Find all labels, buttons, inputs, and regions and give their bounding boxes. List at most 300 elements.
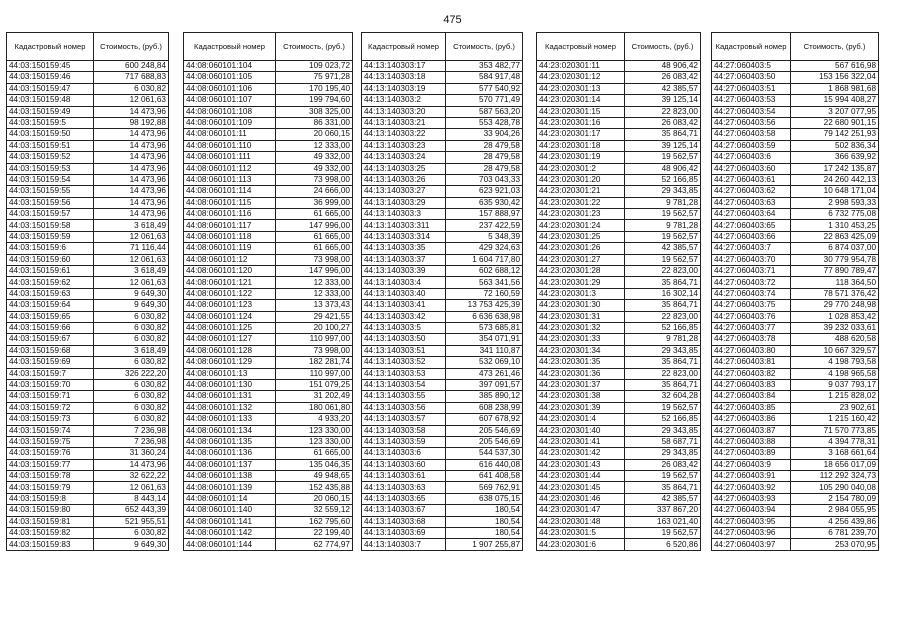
cadastral-number-cell: 44:23:020301:3 [537,288,625,299]
cost-cell: 3 618,49 [94,220,169,231]
table-row [362,174,523,185]
cost-cell: 19 562,57 [625,231,701,242]
cost-cell: 109 023,72 [276,61,353,72]
table-row [362,322,523,333]
cost-cell: 19 562,57 [625,471,701,482]
table-row [362,163,523,174]
table-row [712,414,879,425]
cost-cell: 42 385,57 [625,83,701,94]
cost-cell: 39 125,14 [625,95,701,106]
table-row [184,334,353,345]
cadastral-number-cell: 44:03:150159:57 [7,209,94,220]
table-row [184,402,353,413]
cost-cell: 9 781,28 [625,197,701,208]
table-row [362,72,523,83]
cost-cell: 180,54 [446,505,523,516]
cost-cell: 3 618,49 [94,266,169,277]
cost-cell: 570 771,49 [446,95,523,106]
cadastral-number-cell: 44:27:060403:85 [712,402,791,413]
cadastral-number-cell: 44:03:150159:59 [7,231,94,242]
table-row [362,300,523,311]
table-row [7,334,169,345]
table-row [537,243,701,254]
cost-cell: 52 166,85 [625,414,701,425]
table-row [7,311,169,322]
cadastral-number-cell: 44:13:140303:25 [362,163,446,174]
table-row [537,231,701,242]
cadastral-number-cell: 44:13:140303:17 [362,61,446,72]
cadastral-number-cell: 44:27:060403:95 [712,516,791,527]
cost-cell: 33 904,26 [446,129,523,140]
cadastral-number-cell: 44:27:060403:9 [712,459,791,470]
table-row [7,493,169,504]
table-row [7,117,169,128]
cadastral-number-cell: 44:27:060403:83 [712,379,791,390]
cost-cell: 35 864,71 [625,129,701,140]
cadastral-number-cell: 44:27:060403:93 [712,493,791,504]
cadastral-number-cell: 44:08:060101:127 [184,334,276,345]
cadastral-number-cell: 44:13:140303:37 [362,254,446,265]
table-row [7,322,169,333]
cost-cell: 62 774,97 [276,539,353,550]
cadastral-number-cell: 44:13:140303:314 [362,231,446,242]
cadastral-number-cell: 44:03:150159:68 [7,345,94,356]
cost-cell: 544 537,30 [446,448,523,459]
table-row [712,209,879,220]
cost-cell: 162 795,60 [276,516,353,527]
cadastral-number-cell: 44:13:140303:2 [362,95,446,106]
table-row [537,414,701,425]
cadastral-number-cell: 44:08:060101:104 [184,61,276,72]
table-row [184,391,353,402]
table-row [362,61,523,72]
cost-cell: 573 685,81 [446,322,523,333]
cost-cell: 19 562,57 [625,528,701,539]
cadastral-number-cell: 44:27:060403:76 [712,311,791,322]
table-row [362,425,523,436]
cadastral-number-cell: 44:03:150159:69 [7,357,94,368]
cadastral-number-cell: 44:23:020301:6 [537,539,625,550]
cadastral-number-cell: 44:27:060403:88 [712,436,791,447]
cost-cell: 1 604 717,80 [446,254,523,265]
cadastral-number-cell: 44:13:140303:57 [362,414,446,425]
table-row [184,311,353,322]
cadastral-number-cell: 44:13:140303:61 [362,471,446,482]
cost-cell: 237 422,59 [446,220,523,231]
cadastral-number-cell: 44:08:060101:12 [184,254,276,265]
table-row [537,186,701,197]
cost-cell: 32 604,28 [625,391,701,402]
table-row [712,300,879,311]
table-row [362,368,523,379]
cadastral-number-cell: 44:27:060403:84 [712,391,791,402]
cadastral-number-cell: 44:03:150159:60 [7,254,94,265]
cadastral-number-cell: 44:27:060403:65 [712,220,791,231]
cost-cell: 86 331,00 [276,117,353,128]
cadastral-number-cell: 44:08:060101:139 [184,482,276,493]
table-row [712,254,879,265]
cadastral-number-cell: 44:27:060403:56 [712,117,791,128]
cadastral-number-cell: 44:23:020301:30 [537,300,625,311]
table-row [712,72,879,83]
cadastral-number-cell: 44:13:140303:19 [362,83,446,94]
cadastral-number-cell: 44:27:060403:82 [712,368,791,379]
cadastral-number-cell: 44:27:060403:72 [712,277,791,288]
cost-cell: 26 083,42 [625,72,701,83]
cadastral-number-cell: 44:03:150159:80 [7,505,94,516]
cost-cell: 16 302,14 [625,288,701,299]
cadastral-number-cell: 44:08:060101:141 [184,516,276,527]
table-row [7,254,169,265]
table-row [537,345,701,356]
cost-cell: 24 666,00 [276,186,353,197]
cost-cell: 9 781,28 [625,220,701,231]
table-row [537,197,701,208]
cadastral-table-3 [361,32,523,551]
cost-cell: 71 116,44 [94,243,169,254]
cost-cell: 73 998,00 [276,345,353,356]
cost-cell: 253 070,95 [791,539,879,550]
cadastral-number-cell: 44:13:140303:55 [362,391,446,402]
header-cost: Стоимость, (руб.) [791,33,879,61]
table-row [7,425,169,436]
cadastral-number-cell: 44:03:150159:8 [7,493,94,504]
table-row [7,95,169,106]
cost-cell: 6 732 775,08 [791,209,879,220]
cadastral-number-cell: 44:13:140303:35 [362,243,446,254]
table-row [7,83,169,94]
cadastral-number-cell: 44:03:150159:6 [7,243,94,254]
table-row [362,266,523,277]
header-cost: Стоимость, (руб.) [625,33,701,61]
cost-cell: 600 248,84 [94,61,169,72]
cadastral-number-cell: 44:23:020301:18 [537,140,625,151]
table-row [184,300,353,311]
cost-cell: 9 649,30 [94,300,169,311]
table-row [537,220,701,231]
cadastral-number-cell: 44:08:060101:119 [184,243,276,254]
cadastral-number-cell: 44:03:150159:82 [7,528,94,539]
cadastral-number-cell: 44:27:060403:96 [712,528,791,539]
cost-cell: 29 343,85 [625,186,701,197]
table-row [184,243,353,254]
cadastral-number-cell: 44:23:020301:40 [537,425,625,436]
cost-cell: 14 473,96 [94,186,169,197]
table-row [537,516,701,527]
cadastral-number-cell: 44:03:150159:50 [7,129,94,140]
cadastral-number-cell: 44:23:020301:39 [537,402,625,413]
cost-cell: 6 030,82 [94,334,169,345]
table-row [537,425,701,436]
table-row [184,277,353,288]
cost-cell: 147 996,00 [276,220,353,231]
cadastral-number-cell: 44:03:150159:78 [7,471,94,482]
table-row [184,459,353,470]
cost-cell: 29 421,55 [276,311,353,322]
table-row [7,152,169,163]
cost-cell: 49 948,65 [276,471,353,482]
cost-cell: 12 333,00 [276,277,353,288]
table-row [7,266,169,277]
cadastral-number-cell: 44:03:150159:45 [7,61,94,72]
cost-cell: 308 325,00 [276,106,353,117]
table-row [537,288,701,299]
cadastral-number-cell: 44:27:060403:60 [712,163,791,174]
table-row [362,95,523,106]
cost-cell: 61 665,00 [276,243,353,254]
cost-cell: 587 563,20 [446,106,523,117]
table-row [712,95,879,106]
cost-cell: 20 060,15 [276,493,353,504]
table-row [7,448,169,459]
table-row [184,414,353,425]
cost-cell: 58 687,71 [625,436,701,447]
cadastral-number-cell: 44:03:150159:7 [7,368,94,379]
cost-cell: 532 069,10 [446,357,523,368]
cost-cell: 71 570 773,85 [791,425,879,436]
cadastral-number-cell: 44:23:020301:24 [537,220,625,231]
cost-cell: 6 030,82 [94,414,169,425]
cost-cell: 22 199,40 [276,528,353,539]
cadastral-number-cell: 44:13:140303:60 [362,459,446,470]
cadastral-number-cell: 44:13:140303:311 [362,220,446,231]
cost-cell: 48 906,42 [625,163,701,174]
cadastral-number-cell: 44:13:140303:41 [362,300,446,311]
cadastral-number-cell: 44:08:060101:135 [184,436,276,447]
cadastral-number-cell: 44:08:060101:109 [184,117,276,128]
table-row [362,231,523,242]
table-row [7,140,169,151]
cadastral-number-cell: 44:03:150159:66 [7,322,94,333]
table-row [184,163,353,174]
table-row [712,83,879,94]
header-cost: Стоимость, (руб.) [94,33,169,61]
table-row [184,106,353,117]
cadastral-number-cell: 44:27:060403:81 [712,357,791,368]
cadastral-number-cell: 44:13:140303:65 [362,493,446,504]
table-row [712,243,879,254]
cadastral-number-cell: 44:23:020301:11 [537,61,625,72]
cadastral-number-cell: 44:13:140303:26 [362,174,446,185]
cost-cell: 12 061,63 [94,95,169,106]
cost-cell: 14 473,96 [94,129,169,140]
cost-cell: 19 562,57 [625,254,701,265]
cadastral-number-cell: 44:13:140303:6 [362,448,446,459]
table-row [362,379,523,390]
cost-cell: 157 888,97 [446,209,523,220]
cost-cell: 73 998,00 [276,174,353,185]
cadastral-number-cell: 44:23:020301:48 [537,516,625,527]
cost-cell: 29 343,85 [625,345,701,356]
cost-cell: 29 343,85 [625,448,701,459]
cadastral-number-cell: 44:23:020301:35 [537,357,625,368]
table-row [7,72,169,83]
cadastral-number-cell: 44:08:060101:142 [184,528,276,539]
table-row [184,95,353,106]
cadastral-number-cell: 44:27:060403:92 [712,482,791,493]
cadastral-number-cell: 44:08:060101:121 [184,277,276,288]
cadastral-number-cell: 44:08:060101:13 [184,368,276,379]
cadastral-number-cell: 44:27:060403:86 [712,414,791,425]
cadastral-number-cell: 44:27:060403:94 [712,505,791,516]
table-row [184,436,353,447]
cadastral-number-cell: 44:03:150159:46 [7,72,94,83]
cadastral-number-cell: 44:27:060403:54 [712,106,791,117]
cost-cell: 1 310 453,25 [791,220,879,231]
table-row [712,220,879,231]
cadastral-number-cell: 44:13:140303:50 [362,334,446,345]
cost-cell: 22 823,00 [625,311,701,322]
cadastral-number-cell: 44:08:060101:132 [184,402,276,413]
table-row [7,482,169,493]
table-row [537,493,701,504]
cadastral-number-cell: 44:27:060403:50 [712,72,791,83]
cadastral-number-cell: 44:13:140303:3 [362,209,446,220]
table-row [184,448,353,459]
cadastral-number-cell: 44:03:150159:48 [7,95,94,106]
table-row [712,140,879,151]
cost-cell: 36 999,00 [276,197,353,208]
cadastral-number-cell: 44:08:060101:140 [184,505,276,516]
table-row [7,243,169,254]
table-row [184,539,353,550]
table-row [184,140,353,151]
cost-cell: 397 091,57 [446,379,523,390]
cadastral-number-cell: 44:13:140303:42 [362,311,446,322]
cadastral-number-cell: 44:03:150159:76 [7,448,94,459]
cost-cell: 19 562,57 [625,209,701,220]
table-row [362,505,523,516]
table-row [537,152,701,163]
table-row [537,83,701,94]
cost-cell: 118 364,50 [791,277,879,288]
table-row [362,209,523,220]
cadastral-number-cell: 44:23:020301:4 [537,414,625,425]
cadastral-number-cell: 44:03:150159:54 [7,174,94,185]
cadastral-number-cell: 44:08:060101:134 [184,425,276,436]
cadastral-number-cell: 44:27:060403:77 [712,322,791,333]
cost-cell: 12 333,00 [276,140,353,151]
cadastral-number-cell: 44:27:060403:87 [712,425,791,436]
table-row [362,277,523,288]
cost-cell: 623 921,03 [446,186,523,197]
table-row [184,516,353,527]
table-row [712,539,879,550]
cost-cell: 15 994 408,27 [791,95,879,106]
cost-cell: 110 997,00 [276,368,353,379]
cadastral-number-cell: 44:13:140303:29 [362,197,446,208]
table-row [362,220,523,231]
table-row [184,368,353,379]
cost-cell: 61 665,00 [276,209,353,220]
table-row [184,72,353,83]
cost-cell: 35 864,71 [625,379,701,390]
cost-cell: 49 332,00 [276,163,353,174]
table-row [184,471,353,482]
table-row [184,129,353,140]
cadastral-number-cell: 44:08:060101:111 [184,152,276,163]
cost-cell: 12 333,00 [276,288,353,299]
cadastral-number-cell: 44:08:060101:14 [184,493,276,504]
cadastral-number-cell: 44:08:060101:123 [184,300,276,311]
cadastral-number-cell: 44:08:060101:114 [184,186,276,197]
cadastral-number-cell: 44:08:060101:133 [184,414,276,425]
cadastral-number-cell: 44:23:020301:17 [537,129,625,140]
cost-cell: 147 996,00 [276,266,353,277]
cost-cell: 607 678,92 [446,414,523,425]
cadastral-number-cell: 44:23:020301:33 [537,334,625,345]
table-row [362,243,523,254]
cadastral-number-cell: 44:08:060101:107 [184,95,276,106]
cadastral-number-cell: 44:08:060101:115 [184,197,276,208]
table-row [712,322,879,333]
table-row [712,459,879,470]
cost-cell: 205 546,69 [446,436,523,447]
table-row [537,72,701,83]
cost-cell: 7 236,98 [94,436,169,447]
cost-cell: 35 864,71 [625,482,701,493]
cost-cell: 4 256 439,86 [791,516,879,527]
table-row [7,345,169,356]
cadastral-number-cell: 44:13:140303:68 [362,516,446,527]
cadastral-number-cell: 44:13:140303:23 [362,140,446,151]
cadastral-number-cell: 44:27:060403:71 [712,266,791,277]
cadastral-number-cell: 44:03:150159:53 [7,163,94,174]
cadastral-number-cell: 44:03:150159:81 [7,516,94,527]
cadastral-number-cell: 44:03:150159:65 [7,311,94,322]
cadastral-number-cell: 44:23:020301:2 [537,163,625,174]
table-row [362,345,523,356]
cadastral-table-4 [536,32,701,551]
cost-cell: 180 061,80 [276,402,353,413]
cost-cell: 31 202,49 [276,391,353,402]
cadastral-number-cell: 44:13:140303:59 [362,436,446,447]
table-row [537,528,701,539]
cadastral-number-cell: 44:08:060101:117 [184,220,276,231]
cost-cell: 635 930,42 [446,197,523,208]
cost-cell: 78 571 376,42 [791,288,879,299]
table-row [712,129,879,140]
cadastral-number-cell: 44:08:060101:129 [184,357,276,368]
table-row [537,311,701,322]
cost-cell: 14 473,96 [94,106,169,117]
cadastral-number-cell: 44:23:020301:29 [537,277,625,288]
cost-cell: 563 341,56 [446,277,523,288]
cost-cell: 4 198 965,58 [791,368,879,379]
table-row [712,516,879,527]
table-row [712,152,879,163]
cadastral-table-2 [183,32,353,551]
cadastral-number-cell: 44:03:150159:62 [7,277,94,288]
cost-cell: 6 520,86 [625,539,701,550]
cadastral-number-cell: 44:03:150159:70 [7,379,94,390]
cadastral-number-cell: 44:03:150159:47 [7,83,94,94]
cadastral-number-cell: 44:13:140303:52 [362,357,446,368]
table-row [362,140,523,151]
cadastral-number-cell: 44:08:060101:136 [184,448,276,459]
cadastral-number-cell: 44:13:140303:5 [362,322,446,333]
cost-cell: 6 030,82 [94,528,169,539]
table-row [7,106,169,117]
cost-cell: 153 156 322,04 [791,72,879,83]
cost-cell: 9 649,30 [94,539,169,550]
cadastral-number-cell: 44:27:060403:70 [712,254,791,265]
cost-cell: 1 215 828,02 [791,391,879,402]
cost-cell: 4 394 778,31 [791,436,879,447]
cost-cell: 30 779 954,78 [791,254,879,265]
cadastral-number-cell: 44:03:150159:55 [7,186,94,197]
cadastral-number-cell: 44:23:020301:22 [537,197,625,208]
